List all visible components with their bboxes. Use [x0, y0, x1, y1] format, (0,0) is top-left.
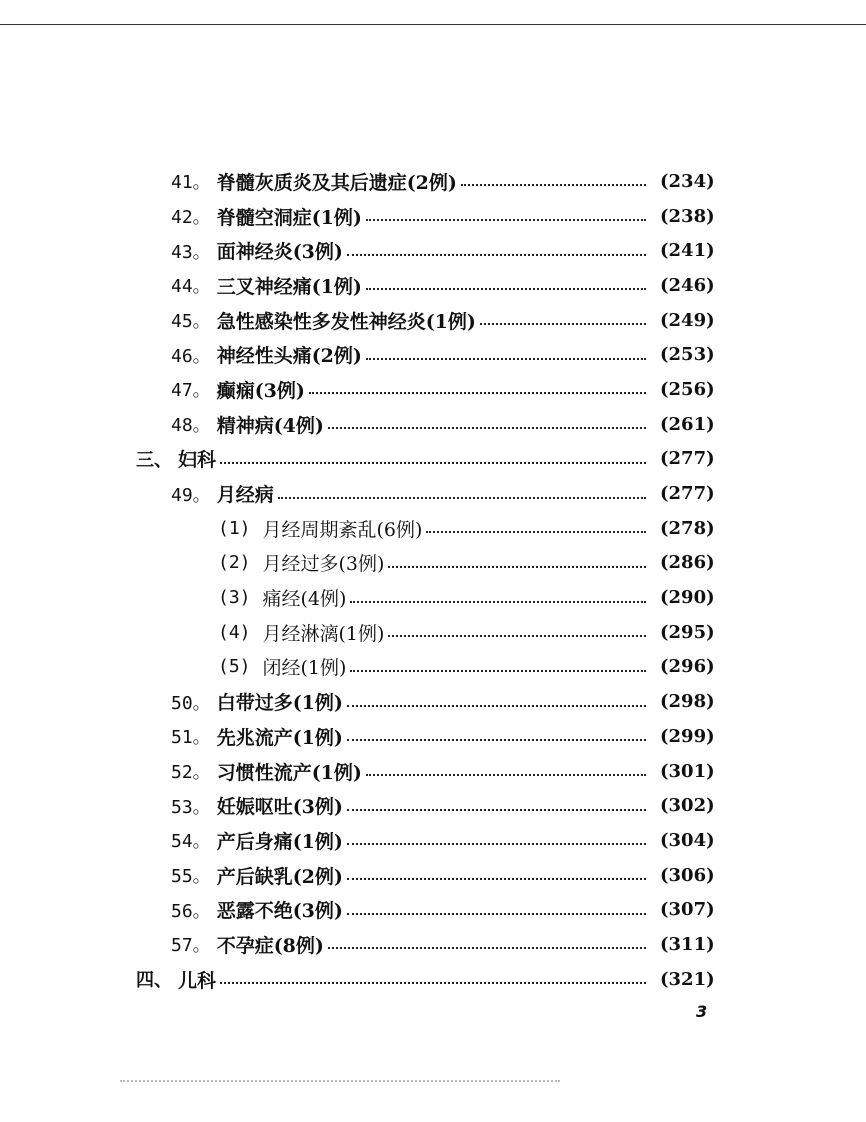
top-rule — [0, 24, 866, 25]
toc-entry — [0, 164, 866, 199]
toc-subentry — [0, 615, 866, 650]
entry-title: 精神病(4例) — [216, 414, 324, 437]
entry-page: (234) — [660, 170, 715, 192]
toc-entry — [0, 823, 866, 858]
entry-number: 44。 — [171, 276, 211, 298]
entry-number: 43。 — [171, 241, 211, 263]
table-of-contents — [0, 164, 866, 997]
dot-leader — [366, 219, 646, 221]
toc-subentry — [0, 546, 866, 581]
toc-entry — [0, 199, 866, 234]
toc-entry — [0, 268, 866, 303]
entry-title: 妊娠呕吐(3例) — [216, 796, 343, 819]
entry-number: 42。 — [171, 207, 211, 229]
toc-entry — [0, 858, 866, 893]
toc-entry — [0, 476, 866, 511]
entry-number: 47。 — [171, 380, 211, 402]
dot-leader — [220, 982, 646, 984]
scan-noise — [120, 1080, 560, 1086]
dot-leader — [347, 739, 646, 741]
entry-page: (256) — [660, 378, 715, 400]
entry-number: (4) — [218, 621, 251, 643]
entry-number: 51。 — [171, 727, 211, 749]
toc-entry — [0, 407, 866, 442]
entry-title: 急性感染性多发性神经炎(1例) — [216, 310, 476, 333]
toc-subentry — [0, 650, 866, 685]
entry-page: (286) — [660, 552, 715, 574]
toc-section-heading — [0, 962, 866, 997]
entry-title: 闭经(1例) — [262, 657, 347, 680]
dot-leader — [350, 670, 646, 672]
entry-number: 四、 — [136, 970, 172, 992]
entry-page: (321) — [660, 968, 715, 990]
entry-title: 痛经(4例) — [262, 588, 347, 611]
entry-title: 神经性头痛(2例) — [216, 345, 362, 368]
entry-title: 产后缺乳(2例) — [216, 865, 343, 888]
dot-leader — [220, 462, 646, 464]
toc-subentry — [0, 511, 866, 546]
entry-number: (1) — [218, 517, 251, 539]
dot-leader — [347, 705, 646, 707]
dot-leader — [278, 497, 646, 499]
entry-title: 恶露不绝(3例) — [216, 900, 343, 923]
toc-section-heading — [0, 442, 866, 477]
entry-page: (249) — [660, 309, 715, 331]
dot-leader — [347, 843, 646, 845]
toc-entry — [0, 788, 866, 823]
entry-number: 48。 — [171, 415, 211, 437]
toc-entry — [0, 337, 866, 372]
toc-entry — [0, 892, 866, 927]
entry-title: 三叉神经痛(1例) — [216, 275, 362, 298]
entry-number: (3) — [218, 587, 251, 609]
entry-number: (2) — [218, 552, 251, 574]
entry-page: (304) — [660, 829, 715, 851]
entry-title: 脊髓空洞症(1例) — [216, 206, 362, 229]
entry-page: (307) — [660, 899, 715, 921]
entry-page: (241) — [660, 240, 715, 262]
entry-title: 脊髓灰质炎及其后遗症(2例) — [216, 171, 457, 194]
entry-number: 49。 — [171, 484, 211, 506]
entry-page: (301) — [660, 760, 715, 782]
entry-page: (290) — [660, 587, 715, 609]
dot-leader — [347, 913, 646, 915]
toc-subentry — [0, 580, 866, 615]
entry-title: 儿科 — [178, 969, 217, 992]
entry-number: 57。 — [171, 935, 211, 957]
dot-leader — [347, 809, 646, 811]
entry-number: 52。 — [171, 762, 211, 784]
entry-number: 46。 — [171, 345, 211, 367]
entry-number: 45。 — [171, 311, 211, 333]
entry-page: (277) — [660, 448, 715, 470]
dot-leader — [366, 358, 646, 360]
dot-leader — [328, 427, 646, 429]
entry-page: (299) — [660, 725, 715, 747]
entry-number: 54。 — [171, 831, 211, 853]
entry-number: 55。 — [171, 866, 211, 888]
dot-leader — [328, 947, 646, 949]
entry-number: 41。 — [171, 172, 211, 194]
entry-page: (306) — [660, 864, 715, 886]
entry-page: (238) — [660, 205, 715, 227]
toc-entry — [0, 233, 866, 268]
toc-entry — [0, 684, 866, 719]
entry-number: 56。 — [171, 900, 211, 922]
toc-entry — [0, 372, 866, 407]
entry-title: 先兆流产(1例) — [216, 726, 343, 749]
entry-page: (261) — [660, 413, 715, 435]
dot-leader — [309, 392, 646, 394]
dot-leader — [426, 531, 646, 533]
toc-entry — [0, 927, 866, 962]
entry-title: 产后身痛(1例) — [216, 830, 343, 853]
entry-title: 面神经炎(3例) — [216, 241, 343, 264]
entry-title: 月经淋漓(1例) — [262, 622, 385, 645]
entry-title: 月经过多(3例) — [262, 553, 385, 576]
entry-page: (295) — [660, 621, 715, 643]
dot-leader — [350, 601, 646, 603]
entry-title: 习惯性流产(1例) — [216, 761, 362, 784]
dot-leader — [366, 774, 646, 776]
dot-leader — [388, 635, 646, 637]
entry-number: 50。 — [171, 692, 211, 714]
entry-page: (278) — [660, 517, 715, 539]
dot-leader — [366, 288, 646, 290]
dot-leader — [480, 323, 646, 325]
toc-entry — [0, 303, 866, 338]
entry-page: (311) — [660, 933, 715, 955]
entry-page: (277) — [660, 483, 715, 505]
dot-leader — [347, 878, 646, 880]
entry-number: (5) — [218, 656, 251, 678]
entry-page: (302) — [660, 795, 715, 817]
dot-leader — [388, 566, 646, 568]
entry-title: 月经病 — [216, 484, 274, 507]
dot-leader — [461, 184, 646, 186]
entry-page: (253) — [660, 344, 715, 366]
entry-page: (246) — [660, 274, 715, 296]
dot-leader — [347, 254, 646, 256]
page-number: 3 — [696, 1002, 708, 1021]
entry-title: 癫痫(3例) — [216, 379, 305, 402]
toc-entry — [0, 754, 866, 789]
entry-number: 三、 — [136, 449, 172, 471]
toc-entry — [0, 719, 866, 754]
entry-number: 53。 — [171, 796, 211, 818]
entry-title: 不孕症(8例) — [216, 934, 324, 957]
entry-title: 白带过多(1例) — [216, 692, 343, 715]
entry-title: 月经周期紊乱(6例) — [262, 518, 423, 541]
entry-page: (296) — [660, 656, 715, 678]
entry-page: (298) — [660, 691, 715, 713]
entry-title: 妇科 — [178, 449, 217, 472]
